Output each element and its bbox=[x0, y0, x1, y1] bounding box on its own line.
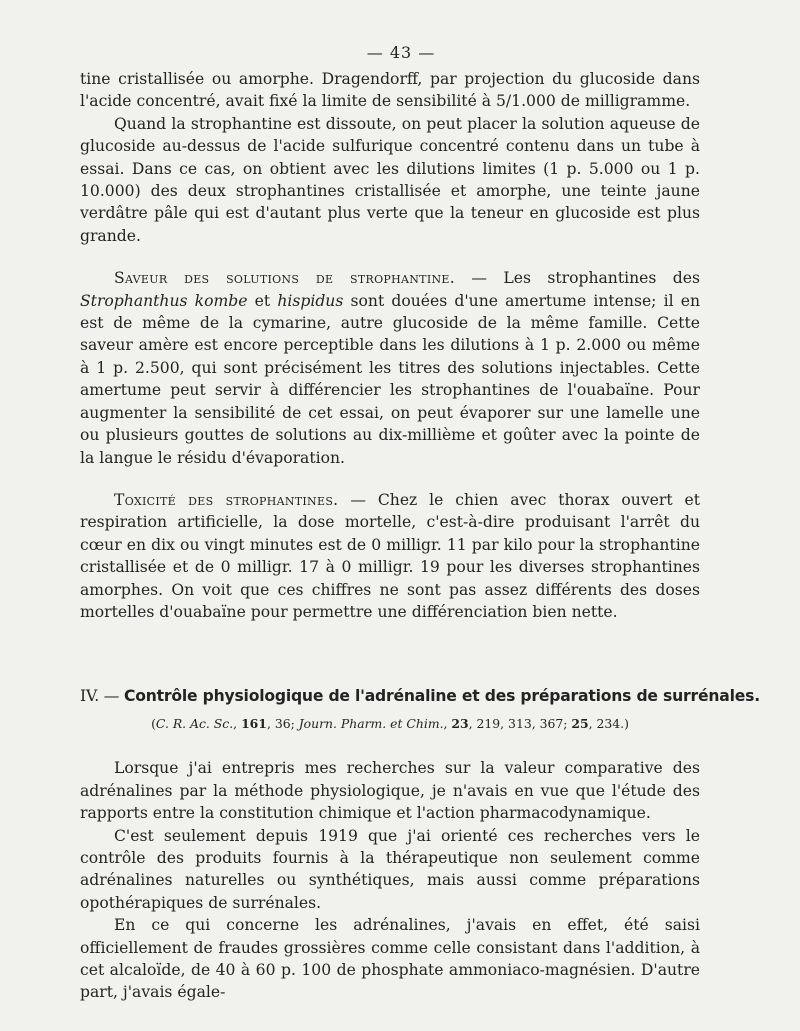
reference-end: , 234.) bbox=[588, 716, 629, 732]
reference-volume-161: 161 bbox=[241, 716, 267, 732]
saveur-text-2: et bbox=[247, 291, 278, 310]
paragraph-intro-continuation: tine cristallisée ou amorphe. Dragendorff, par projection du glucoside dans l'acide concentré, avait fixé la limite de sensibilité à 5/1.000 de milligramme. bbox=[80, 70, 700, 111]
saveur-text-3: sont douées d'une amertume intense; il en est de même de la cymarine, autre glucoside de la même famille. Cette saveur amère est encore perceptible dans les dilutions à 1 p. 2.000 ou même à 1 p. 2.500, qui sont précisément les titres des solutions injectables. Cette amertume peut servir à différencier les strophantines de l'ouabaïne. Pour augmenter la sensibilité de cet essai, on peut évaporer sur une lamelle une ou plusieurs gouttes de solutions au dix-millième et goûter avec la pointe de la langue le résidu d'évaporation. bbox=[80, 291, 700, 467]
reference-journal: Journ. Pharm. et Chim. bbox=[298, 716, 444, 732]
section-title-saveur: Saveur des solutions de strophantine. bbox=[114, 269, 455, 288]
toxicite-text: — Chez le chien avec thorax ouvert et respiration artificielle, la dose mortelle, c'est-à-dire produisant l'arrêt du cœur en dix ou vingt minutes est de 0 milligr. 11 par kilo pour la strophantine cristallisée et de 0 milligr. 17 à 0 milligr. 19 pour les diverses strophantines amorphes. On voit que ces chiffres ne sont pas assez différents des doses mortelles d'ouabaïne pour permettre une différenciation bien nette. bbox=[80, 490, 700, 621]
section-spacer bbox=[80, 623, 700, 685]
reference-sep-1: , bbox=[233, 716, 242, 732]
saveur-italic-strophanthus: Strophanthus kombe bbox=[80, 291, 248, 310]
reference-open: ( bbox=[151, 716, 156, 732]
section-numeral: IV. — bbox=[80, 687, 124, 706]
paragraph-recherches: Lorsque j'ai entrepris mes recherches sur la valeur comparative des adrénalines par la méthode physiologique, je n'avais en vue que l'étude des rapports entre la constitution chimique et l'action pharmacodynamique. bbox=[80, 759, 700, 823]
reference-pages-2: , 219, 313, 367; bbox=[468, 716, 572, 732]
reference-cr: C. R. Ac. Sc. bbox=[155, 716, 234, 732]
saveur-italic-hispidus: hispidus bbox=[277, 291, 344, 310]
section-title-toxicite: Toxicité des strophantines. bbox=[114, 490, 339, 509]
paragraph-dissolved-strophantine: Quand la strophantine est dissoute, on peut placer la solution aqueuse de glucoside au-dessus de l'acide sulfurique concentré contenu dans un tube à essai. Dans ce cas, on obtient avec les dilutions limites (1 p. 5.000 ou 1 p. 10.000) des deux strophantines cristallisée et amorphe, une teinte jaune verdâtre pâle qui est d'autant plus verte que la teneur en glucoside est plus grande. bbox=[80, 114, 700, 245]
paragraph-adrenalines-fraudes: En ce qui concerne les adrénalines, j'avais en effet, été saisi officiellement de fraudes grossières comme celle consistant dans l'addition, à cet alcaloïde, de 40 à 60 p. 100 de phosphate ammoniaco-magnésien. D'autre part, j'avais égale- bbox=[80, 916, 700, 1002]
reference-volume-23: 23 bbox=[451, 716, 469, 732]
paragraph-depuis-1919: C'est seulement depuis 1919 que j'ai orienté ces recherches vers le contrôle des produits fournis à la thérapeutique non seulement comme adrénalines naturelles ou synthétiques, mais aussi comme préparations opothérapiques de surrénales. bbox=[80, 826, 700, 912]
section-heading-iv bbox=[80, 685, 760, 707]
paragraph-saveur bbox=[80, 267, 700, 469]
section-title-iv: Contrôle physiologique de l'adrénaline et des préparations de surrénales. bbox=[123, 687, 760, 706]
page-number: — 43 — bbox=[366, 43, 436, 62]
reference-volume-25: 25 bbox=[571, 716, 589, 732]
paragraph-toxicite bbox=[80, 489, 700, 623]
bibliographic-reference bbox=[80, 713, 700, 735]
reference-sep-2: , bbox=[443, 716, 452, 732]
reference-pages-1: , 36; bbox=[266, 716, 299, 732]
saveur-text-1: — Les strophantines des bbox=[454, 269, 700, 288]
